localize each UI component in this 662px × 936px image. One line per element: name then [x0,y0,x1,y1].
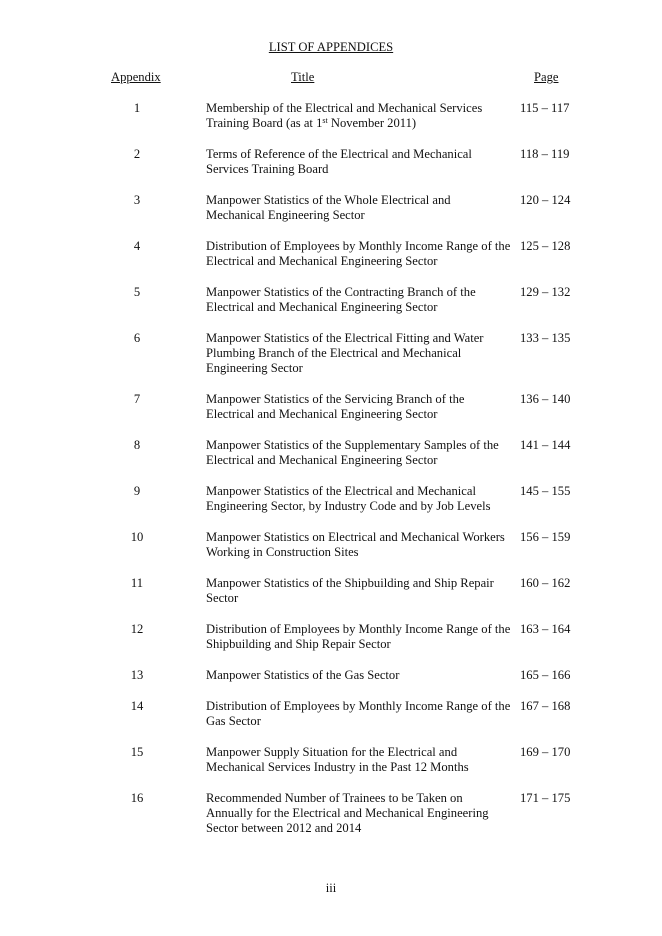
appendix-title [206,101,511,131]
appendix-row [0,622,662,668]
appendix-page-range: 118 – 119 [520,147,570,161]
appendix-title: Terms of Reference of the Electrical and Mechanical Services Training Board [206,147,472,177]
appendix-number: 14 [130,699,144,713]
appendix-title: Manpower Statistics of the Gas Sector [206,668,400,682]
appendix-row [0,668,662,699]
appendix-page-range: 156 – 159 [520,530,571,544]
appendix-row [0,392,662,438]
appendix-title: Manpower Statistics of the Contracting Branch of the Electrical and Mechanical Engineering Sector [206,285,476,315]
column-header-title: Title [291,70,315,84]
appendix-title: Distribution of Employees by Monthly Income Range of the Gas Sector [206,699,511,729]
appendix-page-range: 145 – 155 [520,484,571,498]
appendix-page-range: 133 – 135 [520,331,571,345]
appendix-title: Manpower Statistics of the Servicing Branch of the Electrical and Mechanical Engineering Sector [206,392,465,422]
page-title: LIST OF APPENDICES [268,40,394,54]
appendix-page-range: 125 – 128 [520,239,571,253]
appendix-page-range: 141 – 144 [520,438,571,452]
appendix-page-range: 160 – 162 [520,576,571,590]
appendix-page-range: 136 – 140 [520,392,571,406]
appendix-page-range: 165 – 166 [520,668,571,682]
appendix-page-range: 163 – 164 [520,622,571,636]
appendix-title: Manpower Statistics of the Electrical Fitting and Water Plumbing Branch of the Electrical and Mechanical Engineering Sector [206,331,484,376]
ordinal-suffix: st [322,116,328,126]
appendix-row [0,576,662,622]
appendix-title: Recommended Number of Trainees to be Taken on Annually for the Electrical and Mechanical Engineering Sector between 2012 and 2014 [206,791,489,836]
appendix-number: 5 [133,285,141,299]
appendix-row [0,147,662,193]
appendix-number: 10 [130,530,144,544]
appendix-title: Manpower Statistics of the Shipbuilding and Ship Repair Sector [206,576,494,606]
appendix-title: Distribution of Employees by Monthly Income Range of the Shipbuilding and Ship Repair Sector [206,622,511,652]
appendix-number: 6 [133,331,141,345]
appendix-title-text-end: November 2011) [327,116,417,131]
appendix-row [0,193,662,239]
appendix-title: Manpower Statistics of the Whole Electrical and Mechanical Engineering Sector [206,193,451,223]
appendix-page-range: 171 – 175 [520,791,571,805]
appendix-row [0,285,662,331]
appendix-number: 9 [133,484,141,498]
appendix-number: 15 [130,745,144,759]
appendix-number: 7 [133,392,141,406]
appendix-number: 3 [133,193,141,207]
appendix-number: 4 [133,239,141,253]
appendix-title: Manpower Supply Situation for the Electrical and Mechanical Services Industry in the Past 12 Months [206,745,469,775]
appendix-title: Manpower Statistics of the Supplementary Samples of the Electrical and Mechanical Engineering Sector [206,438,499,468]
appendix-title-text: Membership of the Electrical and Mechanical Services Training Board (as at 1 [206,101,483,131]
appendix-title: Manpower Statistics on Electrical and Mechanical Workers Working in Construction Sites [206,530,505,560]
appendix-row [0,791,662,852]
appendix-row [0,239,662,285]
appendix-number: 2 [133,147,141,161]
appendix-page-range: 169 – 170 [520,745,571,759]
appendix-number: 8 [133,438,141,452]
appendix-row [0,331,662,392]
appendix-row [0,438,662,484]
appendix-number: 1 [133,101,141,115]
appendix-number: 16 [130,791,144,805]
appendix-list [0,101,662,852]
appendix-row [0,101,662,147]
appendix-row [0,484,662,530]
appendix-row [0,745,662,791]
column-header-page: Page [534,70,559,84]
appendix-page-range: 115 – 117 [520,101,570,115]
appendix-row [0,530,662,576]
column-header-appendix: Appendix [111,70,161,84]
appendix-title: Distribution of Employees by Monthly Income Range of the Electrical and Mechanical Engineering Sector [206,239,511,269]
appendix-page-range: 120 – 124 [520,193,571,207]
appendix-row [0,699,662,745]
page-number: iii [325,881,337,895]
appendix-number: 13 [130,668,144,682]
appendix-page-range: 129 – 132 [520,285,571,299]
appendix-number: 12 [130,622,144,636]
appendix-number: 11 [130,576,144,590]
appendix-title: Manpower Statistics of the Electrical and Mechanical Engineering Sector, by Industry Code and by Job Levels [206,484,491,514]
appendix-page-range: 167 – 168 [520,699,571,713]
